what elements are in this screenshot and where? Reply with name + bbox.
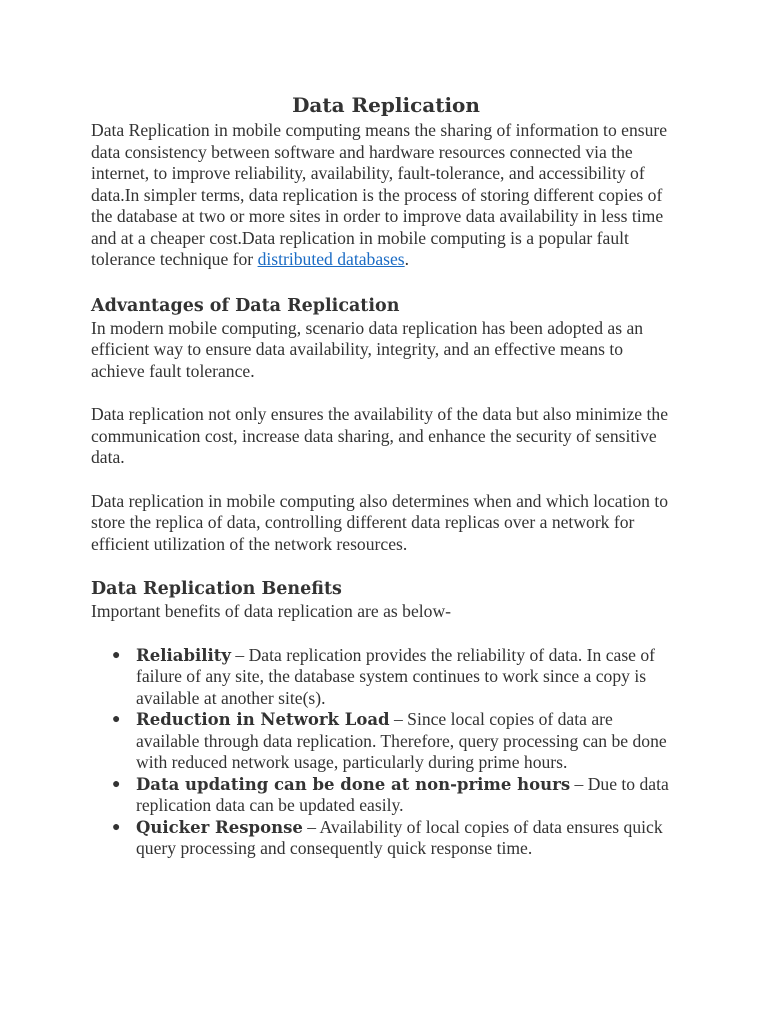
benefit-description: – Since local copies of data are available through data replication. Therefore, query processing can be done with reduced network usage, particularly during prime hours. (136, 709, 667, 772)
benefit-description: – Availability of local copies of data ensures quick query processing and consequently quick response time. (136, 816, 663, 858)
benefit-description: – Due to data replication data can be updated easily. (136, 773, 669, 815)
page-title: Data Replication (292, 93, 480, 117)
bullet-icon: ● (112, 647, 121, 663)
advantages-paragraph-3: Data replication in mobile computing also determines when and which location to store the replica of data, controlling different data replicas over a network for efficient utilization of the network resources. (91, 490, 669, 554)
intro-text: Data Replication in mobile computing means the sharing of information to ensure data consistency between software and hardware resources connected via the internet, to improve reliability, availability, fault-tolerance, and accessibility of data.In simpler terms, data replication is the process of storing different copies of the database at two or more sites in order to improve data availability in less time and at a cheaper cost.Data replication in mobile computing is a popular fault tolerance technique for (91, 120, 668, 269)
benefit-term: Data updating can be done at non-prime hours (136, 774, 571, 794)
benefit-term: Quicker Response (136, 817, 303, 837)
benefits-list (91, 645, 681, 860)
list-item (112, 816, 681, 860)
list-item (112, 644, 681, 710)
spacer (91, 271, 681, 294)
bullet-icon: ● (112, 776, 121, 792)
bullet-icon: ● (112, 712, 121, 727)
spacer (91, 555, 681, 577)
document-page (91, 92, 681, 860)
bullet-icon: ● (112, 819, 121, 835)
benefit-description: – Data replication provides the reliability of data. In case of failure of any site, the database system continues to work since a copy is available at another site(s). (136, 644, 656, 708)
spacer (91, 382, 681, 404)
intro-text-end: . (404, 249, 410, 269)
distributed-databases-link[interactable]: distributed databases (257, 249, 405, 269)
benefits-intro: Important benefits of data replication are as below- (91, 601, 452, 621)
list-item (112, 709, 681, 774)
spacer (91, 623, 681, 645)
benefit-term: Reduction in Network Load (136, 710, 390, 729)
advantages-paragraph-1: In modern mobile computing, scenario data replication has been adopted as an efficient way to ensure data availability, integrity, and an effective means to achieve fault tolerance. (91, 317, 644, 381)
intro-paragraph (91, 120, 681, 271)
list-item (112, 773, 681, 817)
advantages-paragraph-2: Data replication not only ensures the availability of the data but also minimize the communication cost, increase data sharing, and enhance the security of sensitive data. (91, 404, 669, 467)
benefit-term: Reliability (136, 645, 231, 665)
benefits-heading: Data Replication Benefits (91, 579, 342, 599)
advantages-heading: Advantages of Data Replication (91, 295, 400, 316)
spacer (91, 469, 681, 491)
